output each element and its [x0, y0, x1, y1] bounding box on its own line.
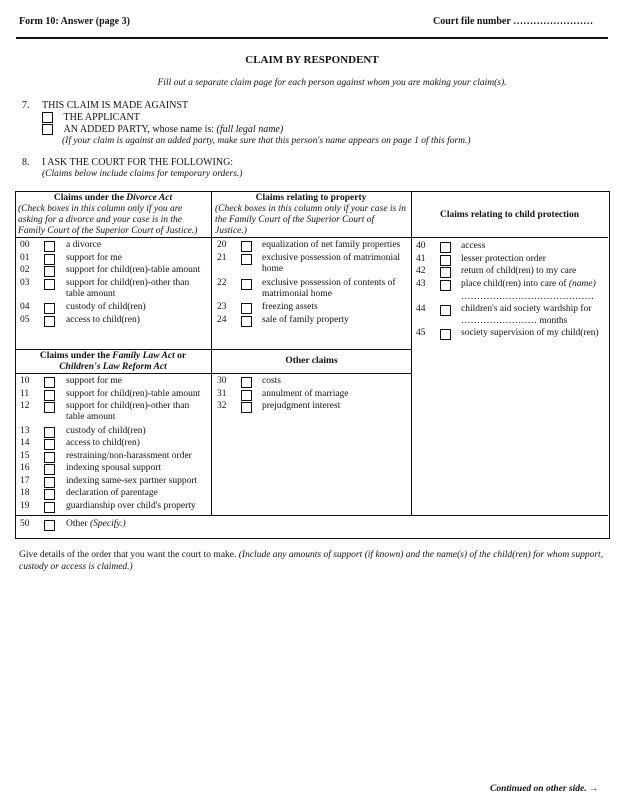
- claim-number: 10: [20, 376, 30, 386]
- claim-checkbox[interactable]: [44, 303, 55, 314]
- claim-number: 03: [20, 278, 30, 288]
- divorce-act-subtext: (Check boxes in this column only if you are asking for a divorce and your case is in the Family Court of the Superior Court of Justice.): [18, 203, 198, 236]
- claim-label: support for child(ren)-other than table amount: [66, 401, 190, 422]
- claim-50[interactable]: [20, 519, 320, 531]
- claim-45[interactable]: [416, 328, 606, 352]
- continued-note: [490, 784, 598, 795]
- claim-label: prejudgment interest: [262, 401, 341, 411]
- family-law-title-prefix: Claims under the: [39, 351, 113, 361]
- section-7-heading: THIS CLAIM IS MADE AGAINST: [42, 100, 189, 111]
- claim-checkbox[interactable]: [44, 520, 55, 531]
- claim-20[interactable]: [217, 240, 409, 252]
- mid-header-rule: [15, 373, 411, 374]
- claim-label: return of child(ren) to my care: [461, 266, 577, 276]
- claim-checkbox[interactable]: [440, 329, 451, 340]
- details-instruction: [19, 549, 609, 574]
- claim-02[interactable]: [20, 265, 210, 277]
- claim-checkbox[interactable]: [241, 303, 252, 314]
- family-law-header: [18, 351, 208, 373]
- court-file-number[interactable]: [433, 16, 593, 28]
- claim-checkbox[interactable]: [44, 464, 55, 475]
- other-hint: (Specify.): [90, 519, 126, 529]
- claim-checkbox[interactable]: [44, 266, 55, 277]
- divorce-act-title-prefix: Claims under the: [53, 193, 127, 203]
- header-divider: [16, 37, 608, 39]
- other-claims-title: Other claims: [285, 356, 338, 366]
- details-italic: (Include any amounts of support (if known) and the name(s) of the child(ren) for whom support, custody or access is claimed.): [19, 550, 604, 573]
- page-title: CLAIM BY RESPONDENT: [245, 54, 379, 66]
- claim-label: [461, 279, 596, 290]
- family-law-title-italic1: Family Law Act: [112, 351, 175, 361]
- header-rule-3: [411, 237, 608, 238]
- claim-15[interactable]: [20, 451, 210, 463]
- claim-03[interactable]: [20, 278, 210, 302]
- col-divider-2: [411, 191, 412, 515]
- claim-label: restraining/non-harassment order: [66, 451, 192, 461]
- claim-number: 01: [20, 253, 30, 263]
- claim-number: 43: [416, 279, 426, 289]
- claim-checkbox[interactable]: [241, 316, 252, 327]
- claim-number: 21: [217, 253, 227, 263]
- claim-label: support for me: [66, 253, 122, 263]
- claim-checkbox[interactable]: [44, 427, 55, 438]
- claim-30[interactable]: [217, 376, 409, 388]
- claim-label: sale of family property: [262, 315, 349, 325]
- claim-number: 02: [20, 265, 30, 275]
- claim-label: [66, 519, 126, 530]
- months-blank-line[interactable]: …………………… months: [461, 316, 568, 326]
- claim-label: access: [461, 241, 486, 251]
- instruction-text: Fill out a separate claim page for each person against whom you are making your claim(s).: [157, 78, 507, 88]
- claim-43[interactable]: [416, 279, 606, 291]
- claim-label: support for child(ren)-other than table amount: [66, 278, 190, 299]
- claim-10[interactable]: [20, 376, 210, 388]
- claim-label: access to child(ren): [66, 315, 140, 325]
- claim-number: 13: [20, 426, 30, 436]
- claim-number: 05: [20, 315, 30, 325]
- continued-text: Continued on other side.: [490, 784, 587, 794]
- claim-13[interactable]: [20, 426, 210, 438]
- claim-05[interactable]: [20, 315, 210, 327]
- claim-number: 30: [217, 376, 227, 386]
- claim-checkbox[interactable]: [241, 390, 252, 401]
- claim-checkbox[interactable]: [440, 280, 451, 291]
- claim-04[interactable]: [20, 302, 210, 314]
- section-7-number: 7.: [22, 100, 30, 111]
- form-title: Form 10: Answer (page 3): [19, 16, 130, 27]
- arrow-right-icon: →: [588, 784, 599, 794]
- claim-19[interactable]: [20, 501, 210, 513]
- claim-number: 04: [20, 302, 30, 312]
- claim-number: 45: [416, 328, 426, 338]
- claim-label: lesser protection order: [461, 254, 546, 264]
- claim-checkbox[interactable]: [440, 267, 451, 278]
- claim-label: exclusive possession of contents of matrimonial home: [262, 278, 396, 299]
- claim-label: exclusive possession of matrimonial home: [262, 253, 400, 274]
- claim-23[interactable]: [217, 302, 409, 314]
- added-party-hint: (full legal name): [216, 124, 284, 135]
- claim-label: equalization of net family properties: [262, 240, 401, 250]
- claim-label: custody of child(ren): [66, 302, 146, 312]
- claim-label: a divorce: [66, 240, 102, 250]
- details-area[interactable]: [19, 578, 609, 778]
- added-party-note: (If your claim is against an added party, make sure that this person's name appears on page 1 of this form.): [62, 136, 471, 146]
- divorce-act-title-italic: Divorce Act: [126, 193, 173, 203]
- claim-number: 44: [416, 304, 426, 314]
- header-rule-1: [15, 237, 411, 238]
- claim-number: 15: [20, 451, 30, 461]
- claim-checkbox[interactable]: [241, 402, 252, 413]
- property-title: Claims relating to property: [255, 193, 367, 203]
- claim-label: support for child(ren)-table amount: [66, 389, 201, 399]
- section-8-number: 8.: [22, 157, 30, 168]
- claim-number: 20: [217, 240, 227, 250]
- claim-41[interactable]: [416, 254, 606, 266]
- claim-checkbox[interactable]: [44, 489, 55, 500]
- claim-00[interactable]: [20, 240, 210, 252]
- claim-label: guardianship over child's property: [66, 501, 196, 511]
- claim-label: support for child(ren)-table amount: [66, 265, 201, 275]
- option-added-party[interactable]: [42, 124, 283, 136]
- claim-40[interactable]: [416, 241, 606, 253]
- claim-checkbox[interactable]: [44, 254, 55, 265]
- claim-checkbox[interactable]: [44, 439, 55, 450]
- family-law-title-italic2: Children's Law Reform Act: [59, 361, 167, 372]
- claim-checkbox[interactable]: [241, 254, 252, 265]
- claim-12[interactable]: [20, 401, 210, 425]
- claim-checkbox[interactable]: [44, 452, 55, 463]
- claim-label: indexing same-sex partner support: [66, 476, 198, 486]
- claim-number: 42: [416, 266, 426, 276]
- claim-label: society supervision of my child(ren): [461, 328, 599, 338]
- claim-label: children's aid society wardship for: [461, 304, 592, 314]
- option-applicant[interactable]: [42, 112, 140, 124]
- claim-32[interactable]: [217, 401, 409, 413]
- claim-16[interactable]: [20, 463, 210, 475]
- claim-checkbox[interactable]: [241, 241, 252, 252]
- claim-17[interactable]: [20, 476, 210, 488]
- claim-checkbox[interactable]: [44, 502, 55, 513]
- claim-label-hint: (name): [568, 279, 596, 289]
- claim-number: 24: [217, 315, 227, 325]
- court-file-label: Court file number: [433, 16, 511, 27]
- claim-number: 16: [20, 463, 30, 473]
- family-law-title-mid: or: [174, 351, 187, 361]
- claim-number: 18: [20, 488, 30, 498]
- claim-14[interactable]: [20, 438, 210, 450]
- claim-01[interactable]: [20, 253, 210, 265]
- claim-label: indexing spousal support: [66, 463, 161, 473]
- claim-checkbox[interactable]: [44, 279, 55, 290]
- child-protection-title: Claims relating to child protection: [440, 210, 579, 220]
- claim-checkbox[interactable]: [440, 305, 451, 316]
- name-blank-line[interactable]: ……………………………………: [461, 292, 594, 302]
- claim-number: 17: [20, 476, 30, 486]
- claim-checkbox[interactable]: [440, 255, 451, 266]
- claim-number: 50: [20, 519, 30, 529]
- claim-number: 31: [217, 389, 227, 399]
- claim-11[interactable]: [20, 389, 210, 401]
- claim-number: 12: [20, 401, 30, 411]
- claim-label: custody of child(ren): [66, 426, 146, 436]
- claim-number: 23: [217, 302, 227, 312]
- claim-label: access to child(ren): [66, 438, 140, 448]
- claim-18[interactable]: [20, 488, 210, 500]
- claim-number: 19: [20, 501, 30, 511]
- mid-rule: [15, 349, 411, 350]
- claim-number: 11: [20, 389, 30, 399]
- applicant-label: THE APPLICANT: [63, 112, 140, 123]
- claim-24[interactable]: [217, 315, 409, 327]
- col-divider-1: [211, 191, 212, 515]
- claim-number: 14: [20, 438, 30, 448]
- section-8-note: (Claims below include claims for temporary orders.): [42, 169, 243, 179]
- claim-number: 41: [416, 254, 426, 264]
- claim-22[interactable]: [217, 278, 409, 302]
- applicant-checkbox[interactable]: [42, 112, 53, 123]
- claim-checkbox[interactable]: [44, 316, 55, 327]
- section-8-heading: I ASK THE COURT FOR THE FOLLOWING:: [42, 157, 234, 168]
- claim-label: support for me: [66, 376, 122, 386]
- property-header: [215, 193, 407, 237]
- claim-checkbox[interactable]: [241, 279, 252, 290]
- claim-checkbox[interactable]: [440, 242, 451, 253]
- property-subtext: (Check boxes in this column only if your case is in the Family Court of the Superior Court of Justice.): [215, 203, 407, 236]
- other-rule: [15, 515, 608, 516]
- claim-checkbox[interactable]: [44, 402, 55, 413]
- claim-checkbox[interactable]: [44, 377, 55, 388]
- claim-checkbox[interactable]: [44, 477, 55, 488]
- claim-label: declaration of parentage: [66, 488, 158, 498]
- claim-number: 32: [217, 401, 227, 411]
- added-party-label: AN ADDED PARTY, whose name is:: [63, 124, 217, 135]
- claim-42[interactable]: [416, 266, 606, 278]
- claim-number: 00: [20, 240, 30, 250]
- claim-checkbox[interactable]: [241, 377, 252, 388]
- divorce-act-header: [18, 193, 208, 237]
- claim-checkbox[interactable]: [44, 390, 55, 401]
- claim-checkbox[interactable]: [44, 241, 55, 252]
- court-file-value[interactable]: ……………………: [513, 16, 594, 27]
- claim-number: 40: [416, 241, 426, 251]
- details-text: Give details of the order that you want the court to make.: [19, 550, 239, 560]
- added-party-checkbox[interactable]: [42, 124, 53, 135]
- claim-label: freezing assets: [262, 302, 318, 312]
- claim-label: annulment of marriage: [262, 389, 349, 399]
- claim-number: 22: [217, 278, 227, 288]
- claim-label: costs: [262, 376, 281, 386]
- other-label: Other: [66, 519, 91, 529]
- claim-31[interactable]: [217, 389, 409, 401]
- claim-label-text: place child(ren) into care of: [461, 279, 569, 289]
- claim-21[interactable]: [217, 253, 409, 277]
